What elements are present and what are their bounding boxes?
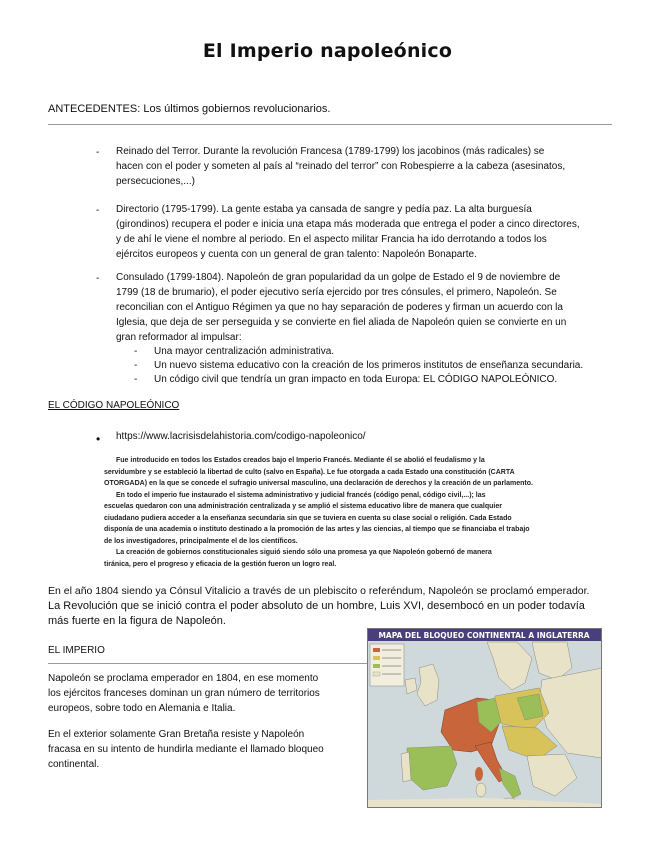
quote-line: OTORGADA) en la que se concede el sufragio universal masculino, una declaración de derechos y la creación de un parlamento. — [104, 480, 533, 487]
line: continental. — [48, 759, 100, 770]
antecedentes-heading: ANTECEDENTES: Los últimos gobiernos revolucionarios. — [48, 103, 331, 115]
dash-marker: - — [96, 147, 100, 158]
map-corsica — [475, 767, 483, 781]
quote-line: de los investigadores, principalmente el de los científicos. — [104, 537, 298, 545]
line: los ejércitos franceses dominan un gran número de territorios — [48, 688, 320, 699]
quote-line: escuelas quedaron con una administración centralizada y se amplió el sistema educativo libre de manera que cualquier — [104, 503, 502, 510]
line: fracasa en su intento de hundirla mediante el llamado bloqueo — [48, 744, 324, 755]
sub-item: - Un nuevo sistema educativo con la creación de los primeros institutos de enseñanza secundaria. — [134, 360, 584, 371]
map-graphic — [367, 628, 602, 808]
map-title: MAPA DEL BLOQUEO CONTINENTAL A INGLATERRA — [378, 631, 590, 640]
line: La Revolución que se inició contra el poder absoluto de un hombre, Luis XVI, desembocó en un poder todavía — [48, 600, 585, 612]
item-directorio — [116, 202, 612, 262]
line: más fuerte en la figura de Napoleón. — [48, 615, 226, 627]
sub-item: - Un código civil que tendría un gran impacto en toda Europa: EL CÓDIGO NAPOLEÓNICO. — [134, 374, 558, 385]
sub-list — [134, 345, 583, 387]
line: Directorio (1795-1799). La gente estaba ya cansada de sangre y pedía paz. La alta burguesía — [116, 204, 532, 215]
line: Reinado del Terror. Durante la revolución Francesa (1789-1799) los jacobinos (más radicales) se — [116, 146, 545, 157]
sub-item: - Una mayor centralización administrativa. — [134, 346, 335, 357]
map-sardinia — [476, 783, 486, 797]
codigo-quote — [104, 455, 578, 570]
line: y de ahí le viene el nombre al periodo. En el aspecto militar Francia ha ido derrotando a todos los — [116, 234, 547, 245]
quote-line: La creación de gobiernos constitucionales siguió siendo sólo una promesa ya que Napoleón gobernó de manera — [116, 549, 492, 556]
line: Napoleón se proclama emperador en 1804, en ese momento — [48, 673, 319, 684]
blockade-map — [367, 628, 602, 808]
quote-line: Fue introducido en todos los Estados creados bajo el Imperio Francés. Mediante él se abolió el feudalismo y la — [116, 457, 485, 464]
line: Consulado (1799-1804). Napoleón de gran popularidad da un golpe de Estado el 9 de noviembre de — [116, 272, 561, 283]
dash-marker: - — [96, 205, 100, 216]
item-consulado — [116, 270, 612, 345]
line: 1799 (18 de brumario), el poder ejecutivo sería ejercido por tres cónsules, el primero, Napoleón. Se — [116, 287, 557, 298]
line: gran reformador al impulsar: — [116, 332, 242, 343]
quote-line: ciudadano pudiera acceder a la enseñanza secundaria sin que se tuviera en cuenta su clase social o religión. Cada Estado — [104, 514, 512, 522]
legend-swatch-other — [373, 672, 380, 676]
page-title: El Imperio napoleónico — [202, 40, 453, 62]
line: europeos, sobre todo en Alemania e Italia. — [48, 703, 236, 714]
line: ejércitos europeos y cuenta con un general de gran talento: Napoleón Bonaparte. — [116, 249, 477, 260]
quote-line: disponía de una academia o instituto destinado a la promoción de las artes y las ciencias, al tiempo que se financiaba el trabajo — [104, 526, 530, 533]
dash-marker: - — [96, 273, 100, 284]
line: En el exterior solamente Gran Bretaña resiste y Napoleón — [48, 729, 305, 740]
bullet-marker: • — [96, 432, 101, 446]
para-revolucion — [48, 599, 628, 629]
quote-line: En todo el imperio fue instaurado el sistema administrativo y judicial francés (código penal, código civil,...); las — [116, 491, 486, 499]
divider — [48, 124, 612, 125]
imperio-para-2 — [48, 727, 358, 772]
map-portugal — [401, 752, 411, 782]
line: reconcilian con el Antiguo Régimen ya que no hay separación de poderes y firman un acuerdo con la — [116, 302, 563, 313]
line: persecuciones,...) — [116, 176, 195, 187]
line: Iglesia, que deja de ser perseguida y se convierte en fiel aliada de Napoleón quien se convierte en un — [116, 317, 567, 328]
legend-swatch-dependent — [373, 664, 380, 668]
source-link[interactable]: https://www.lacrisisdelahistoria.com/codigo-napoleonico/ — [116, 431, 366, 442]
codigo-heading: EL CÓDIGO NAPOLEÓNICO — [48, 400, 180, 411]
para-1804: En el año 1804 siendo ya Cónsul Vitalicio a través de un plebiscito o referéndum, Napoleón se proclamó emperador. — [48, 585, 590, 597]
imperio-heading: EL IMPERIO — [48, 645, 105, 656]
legend-swatch-france — [373, 648, 380, 652]
quote-line: tiránica, pero el progreso y eficacia de la gestión fueron un logro real. — [104, 560, 337, 568]
legend-swatch-allied — [373, 656, 380, 660]
line: (girondinos) recupera el poder e inicia una etapa más moderada que entrega el poder a cinco directores, — [116, 219, 580, 230]
quote-line: servidumbre y se estableció la libertad de culto (salvo en España). Le fue otorgada a cada Estado una constitución (CARTA — [104, 468, 515, 476]
item-reinado-terror — [116, 144, 612, 189]
line: hacen con el poder y someten al país al “reinado del terror” con Robespierre a la cabeza (asesinatos, — [116, 161, 566, 172]
divider — [48, 663, 382, 664]
imperio-para-1 — [48, 671, 358, 716]
